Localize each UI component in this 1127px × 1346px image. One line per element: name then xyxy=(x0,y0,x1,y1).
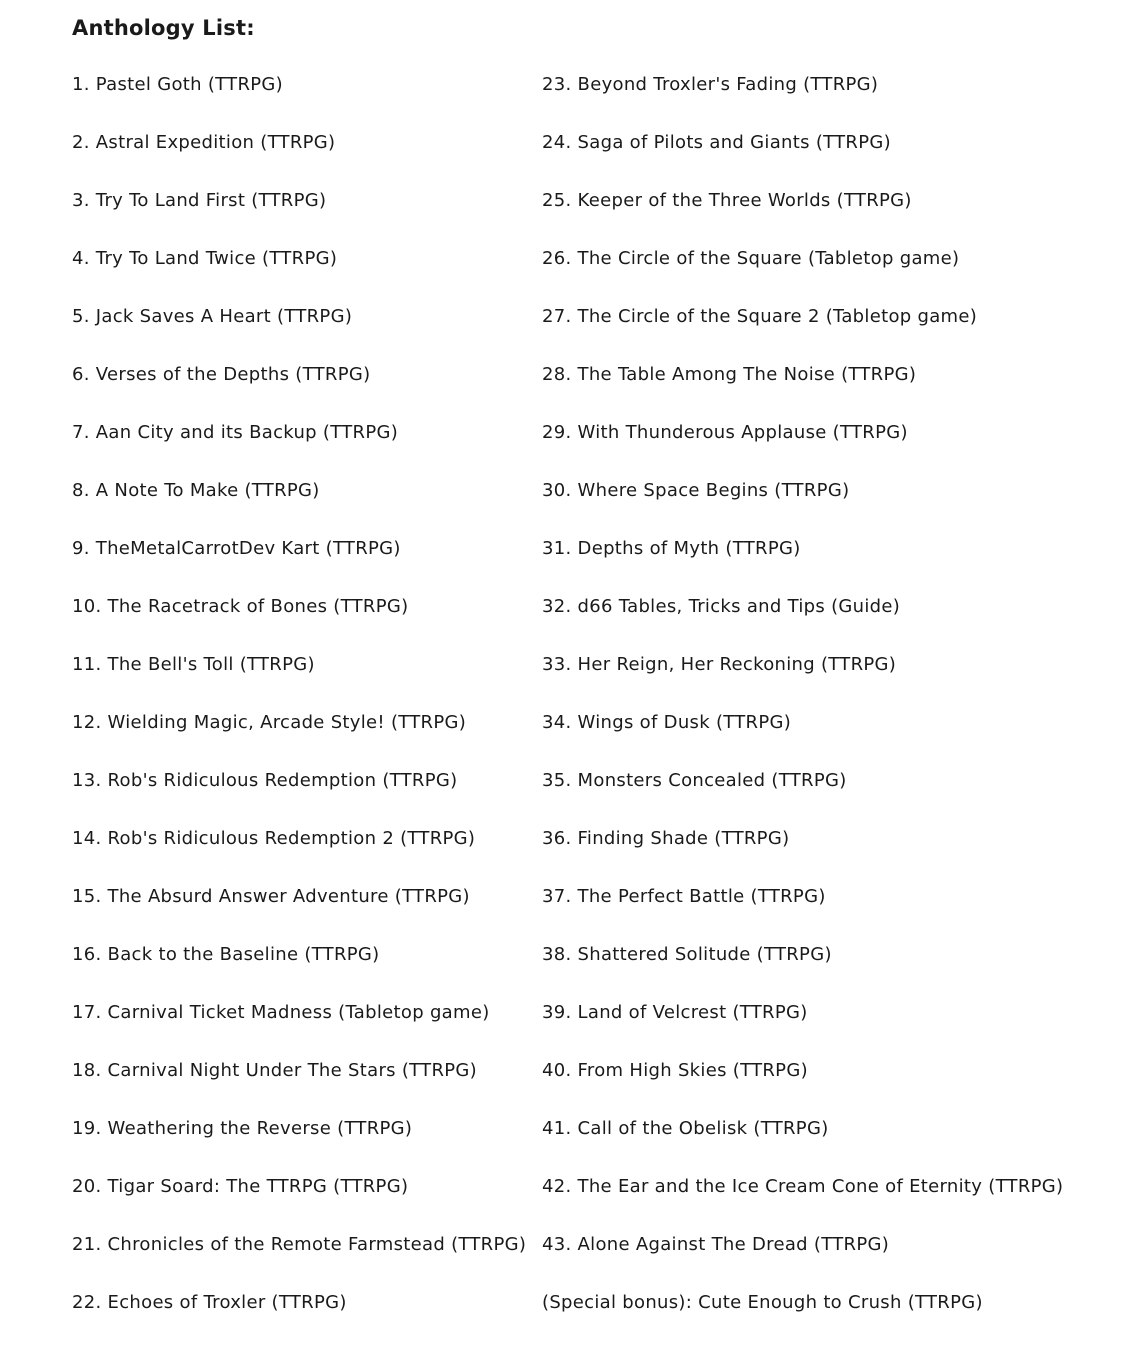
list-item: 27. The Circle of the Square 2 (Tabletop game) xyxy=(542,306,978,327)
list-item: 30. Where Space Begins (TTRPG) xyxy=(542,480,850,501)
list-item: 31. Depths of Myth (TTRPG) xyxy=(542,538,801,559)
list-item: 40. From High Skies (TTRPG) xyxy=(542,1060,808,1081)
list-item: 1. Pastel Goth (TTRPG) xyxy=(72,74,283,95)
list-item: 21. Chronicles of the Remote Farmstead (TTRPG) xyxy=(72,1234,527,1255)
list-item: 13. Rob's Ridiculous Redemption (TTRPG) xyxy=(72,770,458,791)
list-item: 20. Tigar Soard: The TTRPG (TTRPG) xyxy=(72,1176,409,1197)
list-item: 19. Weathering the Reverse (TTRPG) xyxy=(72,1118,413,1139)
list-item: 23. Beyond Troxler's Fading (TTRPG) xyxy=(542,74,879,95)
list-item: 24. Saga of Pilots and Giants (TTRPG) xyxy=(542,132,891,153)
list-item: 11. The Bell's Toll (TTRPG) xyxy=(72,654,315,675)
list-item: 14. Rob's Ridiculous Redemption 2 (TTRPG) xyxy=(72,828,476,849)
list-item: 2. Astral Expedition (TTRPG) xyxy=(72,132,336,153)
list-item: 8. A Note To Make (TTRPG) xyxy=(72,480,320,501)
list-item: 25. Keeper of the Three Worlds (TTRPG) xyxy=(542,190,912,211)
list-item: 22. Echoes of Troxler (TTRPG) xyxy=(72,1292,347,1313)
list-item: 5. Jack Saves A Heart (TTRPG) xyxy=(72,306,353,327)
list-item: 4. Try To Land Twice (TTRPG) xyxy=(72,248,338,269)
page-title: Anthology List: xyxy=(72,16,255,40)
anthology-list-right-column xyxy=(542,70,1122,1346)
list-item: 34. Wings of Dusk (TTRPG) xyxy=(542,712,792,733)
list-item: 33. Her Reign, Her Reckoning (TTRPG) xyxy=(542,654,897,675)
list-item: 16. Back to the Baseline (TTRPG) xyxy=(72,944,380,965)
list-item: 37. The Perfect Battle (TTRPG) xyxy=(542,886,826,907)
list-item: 17. Carnival Ticket Madness (Tabletop game) xyxy=(72,1002,490,1023)
anthology-list-left-column xyxy=(72,70,532,1346)
list-item: (Special bonus): Cute Enough to Crush (TTRPG) xyxy=(542,1292,983,1313)
list-item: 36. Finding Shade (TTRPG) xyxy=(542,828,790,849)
list-item: 32. d66 Tables, Tricks and Tips (Guide) xyxy=(542,596,901,617)
list-item: 43. Alone Against The Dread (TTRPG) xyxy=(542,1234,890,1255)
list-item: 41. Call of the Obelisk (TTRPG) xyxy=(542,1118,829,1139)
list-item: 7. Aan City and its Backup (TTRPG) xyxy=(72,422,399,443)
list-item: 35. Monsters Concealed (TTRPG) xyxy=(542,770,847,791)
list-item: 15. The Absurd Answer Adventure (TTRPG) xyxy=(72,886,470,907)
list-item: 3. Try To Land First (TTRPG) xyxy=(72,190,327,211)
list-item: 6. Verses of the Depths (TTRPG) xyxy=(72,364,371,385)
list-item: 10. The Racetrack of Bones (TTRPG) xyxy=(72,596,409,617)
list-item: 26. The Circle of the Square (Tabletop game) xyxy=(542,248,960,269)
list-item: 28. The Table Among The Noise (TTRPG) xyxy=(542,364,917,385)
list-item: 42. The Ear and the Ice Cream Cone of Eternity (TTRPG) xyxy=(542,1176,1064,1197)
list-item: 9. TheMetalCarrotDev Kart (TTRPG) xyxy=(72,538,401,559)
list-item: 39. Land of Velcrest (TTRPG) xyxy=(542,1002,808,1023)
list-item: 18. Carnival Night Under The Stars (TTRPG) xyxy=(72,1060,477,1081)
list-item: 12. Wielding Magic, Arcade Style! (TTRPG) xyxy=(72,712,467,733)
list-item: 29. With Thunderous Applause (TTRPG) xyxy=(542,422,908,443)
list-item: 38. Shattered Solitude (TTRPG) xyxy=(542,944,832,965)
